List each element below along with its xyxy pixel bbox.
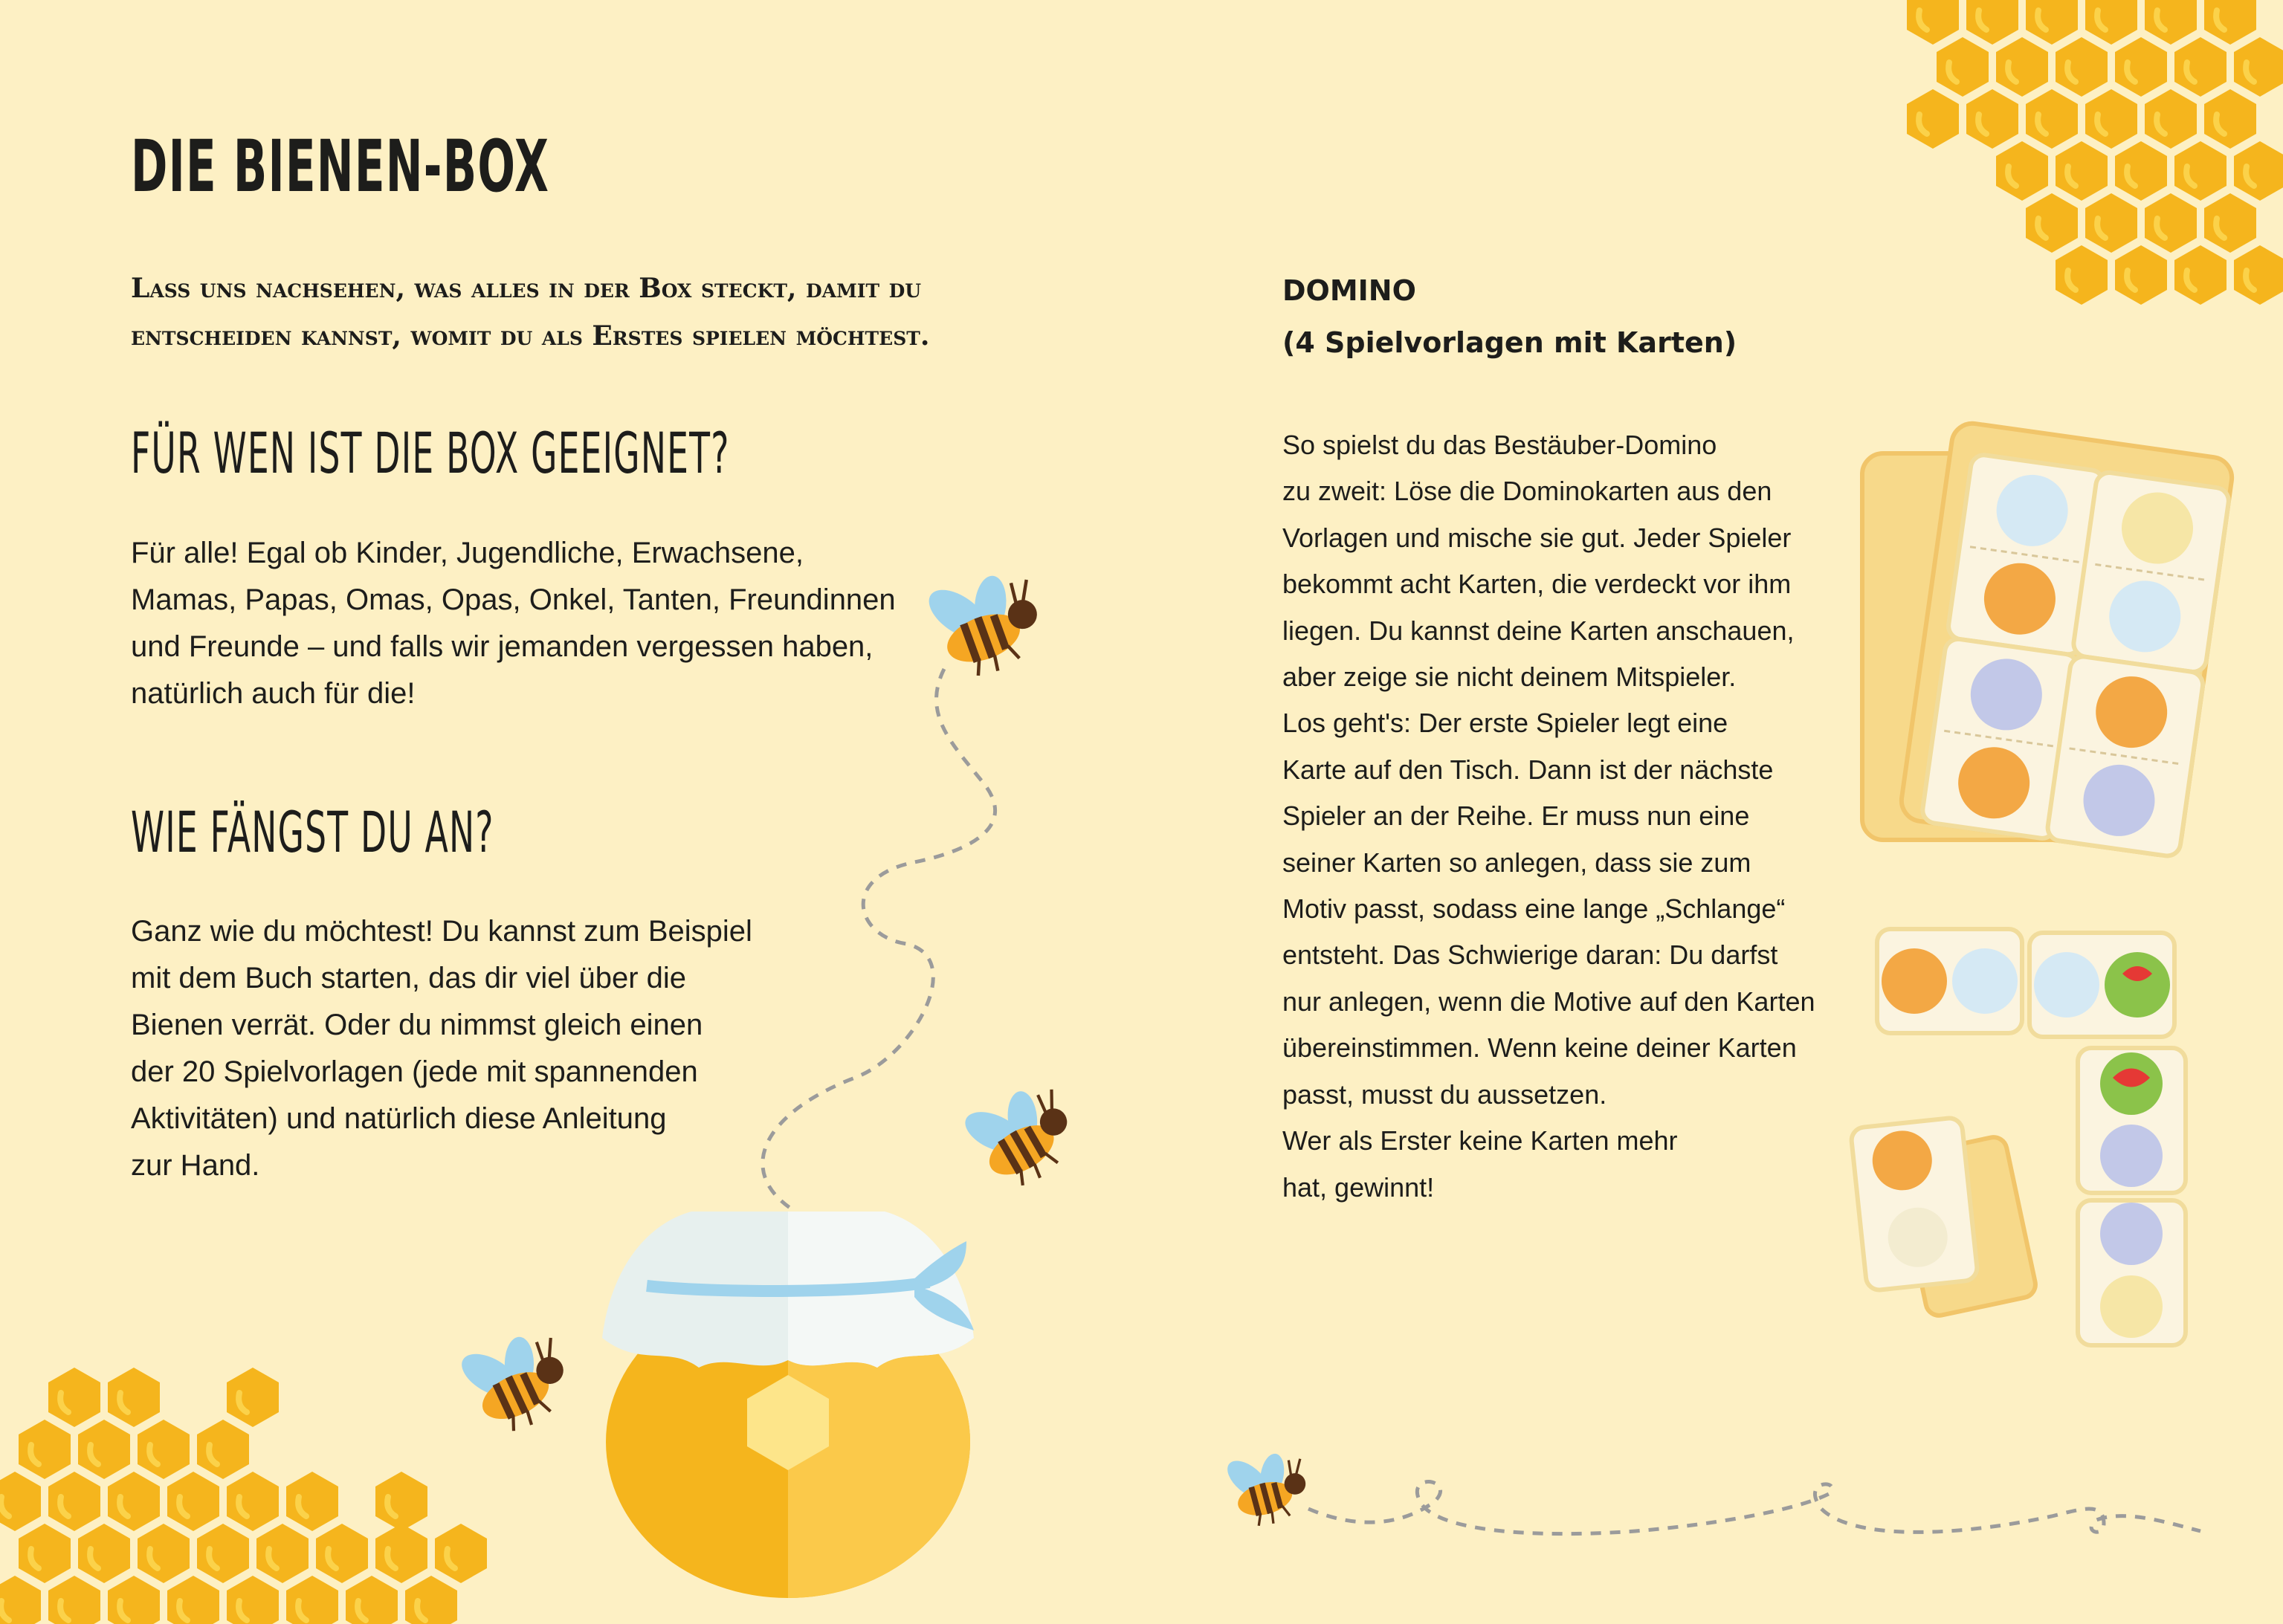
section-heading-start: WIE FÄNGST DU AN? (131, 799, 494, 865)
domino-card-icon (2078, 1048, 2186, 1345)
domino-heading: DOMINO (4 Spielvorlagen mit Karten) (1282, 274, 1737, 359)
honeycomb-icon (0, 1368, 487, 1624)
section-text-audience: Für alle! Egal ob Kinder, Jugendliche, Erwachsene, Mamas, Papas, Omas, Opas, Onkel, Tanten, Freundinnen und Freunde – und falls wir jemanden vergessen haben, natürlich auch für die! (131, 537, 896, 710)
domino-card-icon (1850, 1117, 2038, 1318)
domino-card-icon (1862, 421, 2235, 858)
section-text-start: Ganz wie du möchtest! Du kannst zum Beispiel mit dem Buch starten, das dir viel über die Bienen verrät. Oder du nimmst gleich einen der 20 Spielvorlagen (jede mit spannenden Aktivitäten) und natürlich diese Anleitung zur Hand. (131, 915, 752, 1182)
bee-icon (949, 1067, 1087, 1202)
bee-icon (447, 1313, 581, 1445)
honeycomb-icon (1907, 0, 2283, 305)
domino-rules: So spielst du das Bestäuber-Domino zu zweit: Löse die Dominokarten aus den Vorlagen und mische sie gut. Jeder Spieler bekommt acht Karten, die verdeckt vor ihm liegen. Du kannst deine Karten anschauen, aber zeige sie nicht deinem Mitspieler. Los geht's: Der erste Spieler legt eine Karte auf den Tisch. Dann ist der nächste Spieler an der Reihe. Er muss nun eine seiner Karten so anlegen, dass sie zum Motiv passt, sodass eine lange „Schlange“ entsteht. Das Schwierige daran: Du darfst nur anlegen, wenn die Motive auf den Karten übereinstimmen. Wenn keine deiner Karten passt, musst du aussetzen. Wer als Erster keine Karten mehr hat, gewinnt! (1282, 430, 1815, 1203)
page-title: DIE BIENEN-BOX (131, 125, 550, 208)
flight-path (1308, 1482, 2200, 1534)
honey-jar-icon (602, 1211, 974, 1598)
bee-icon (1217, 1438, 1314, 1533)
section-heading-audience: FÜR WEN IST DIE BOX GEEIGNET? (131, 420, 730, 486)
intro-lead: Lass uns nachsehen, was alles in der Box steckt, damit du entscheiden kannst, womit du als Erstes spielen möchtest. (131, 273, 930, 352)
domino-card-icon (1877, 929, 2174, 1037)
